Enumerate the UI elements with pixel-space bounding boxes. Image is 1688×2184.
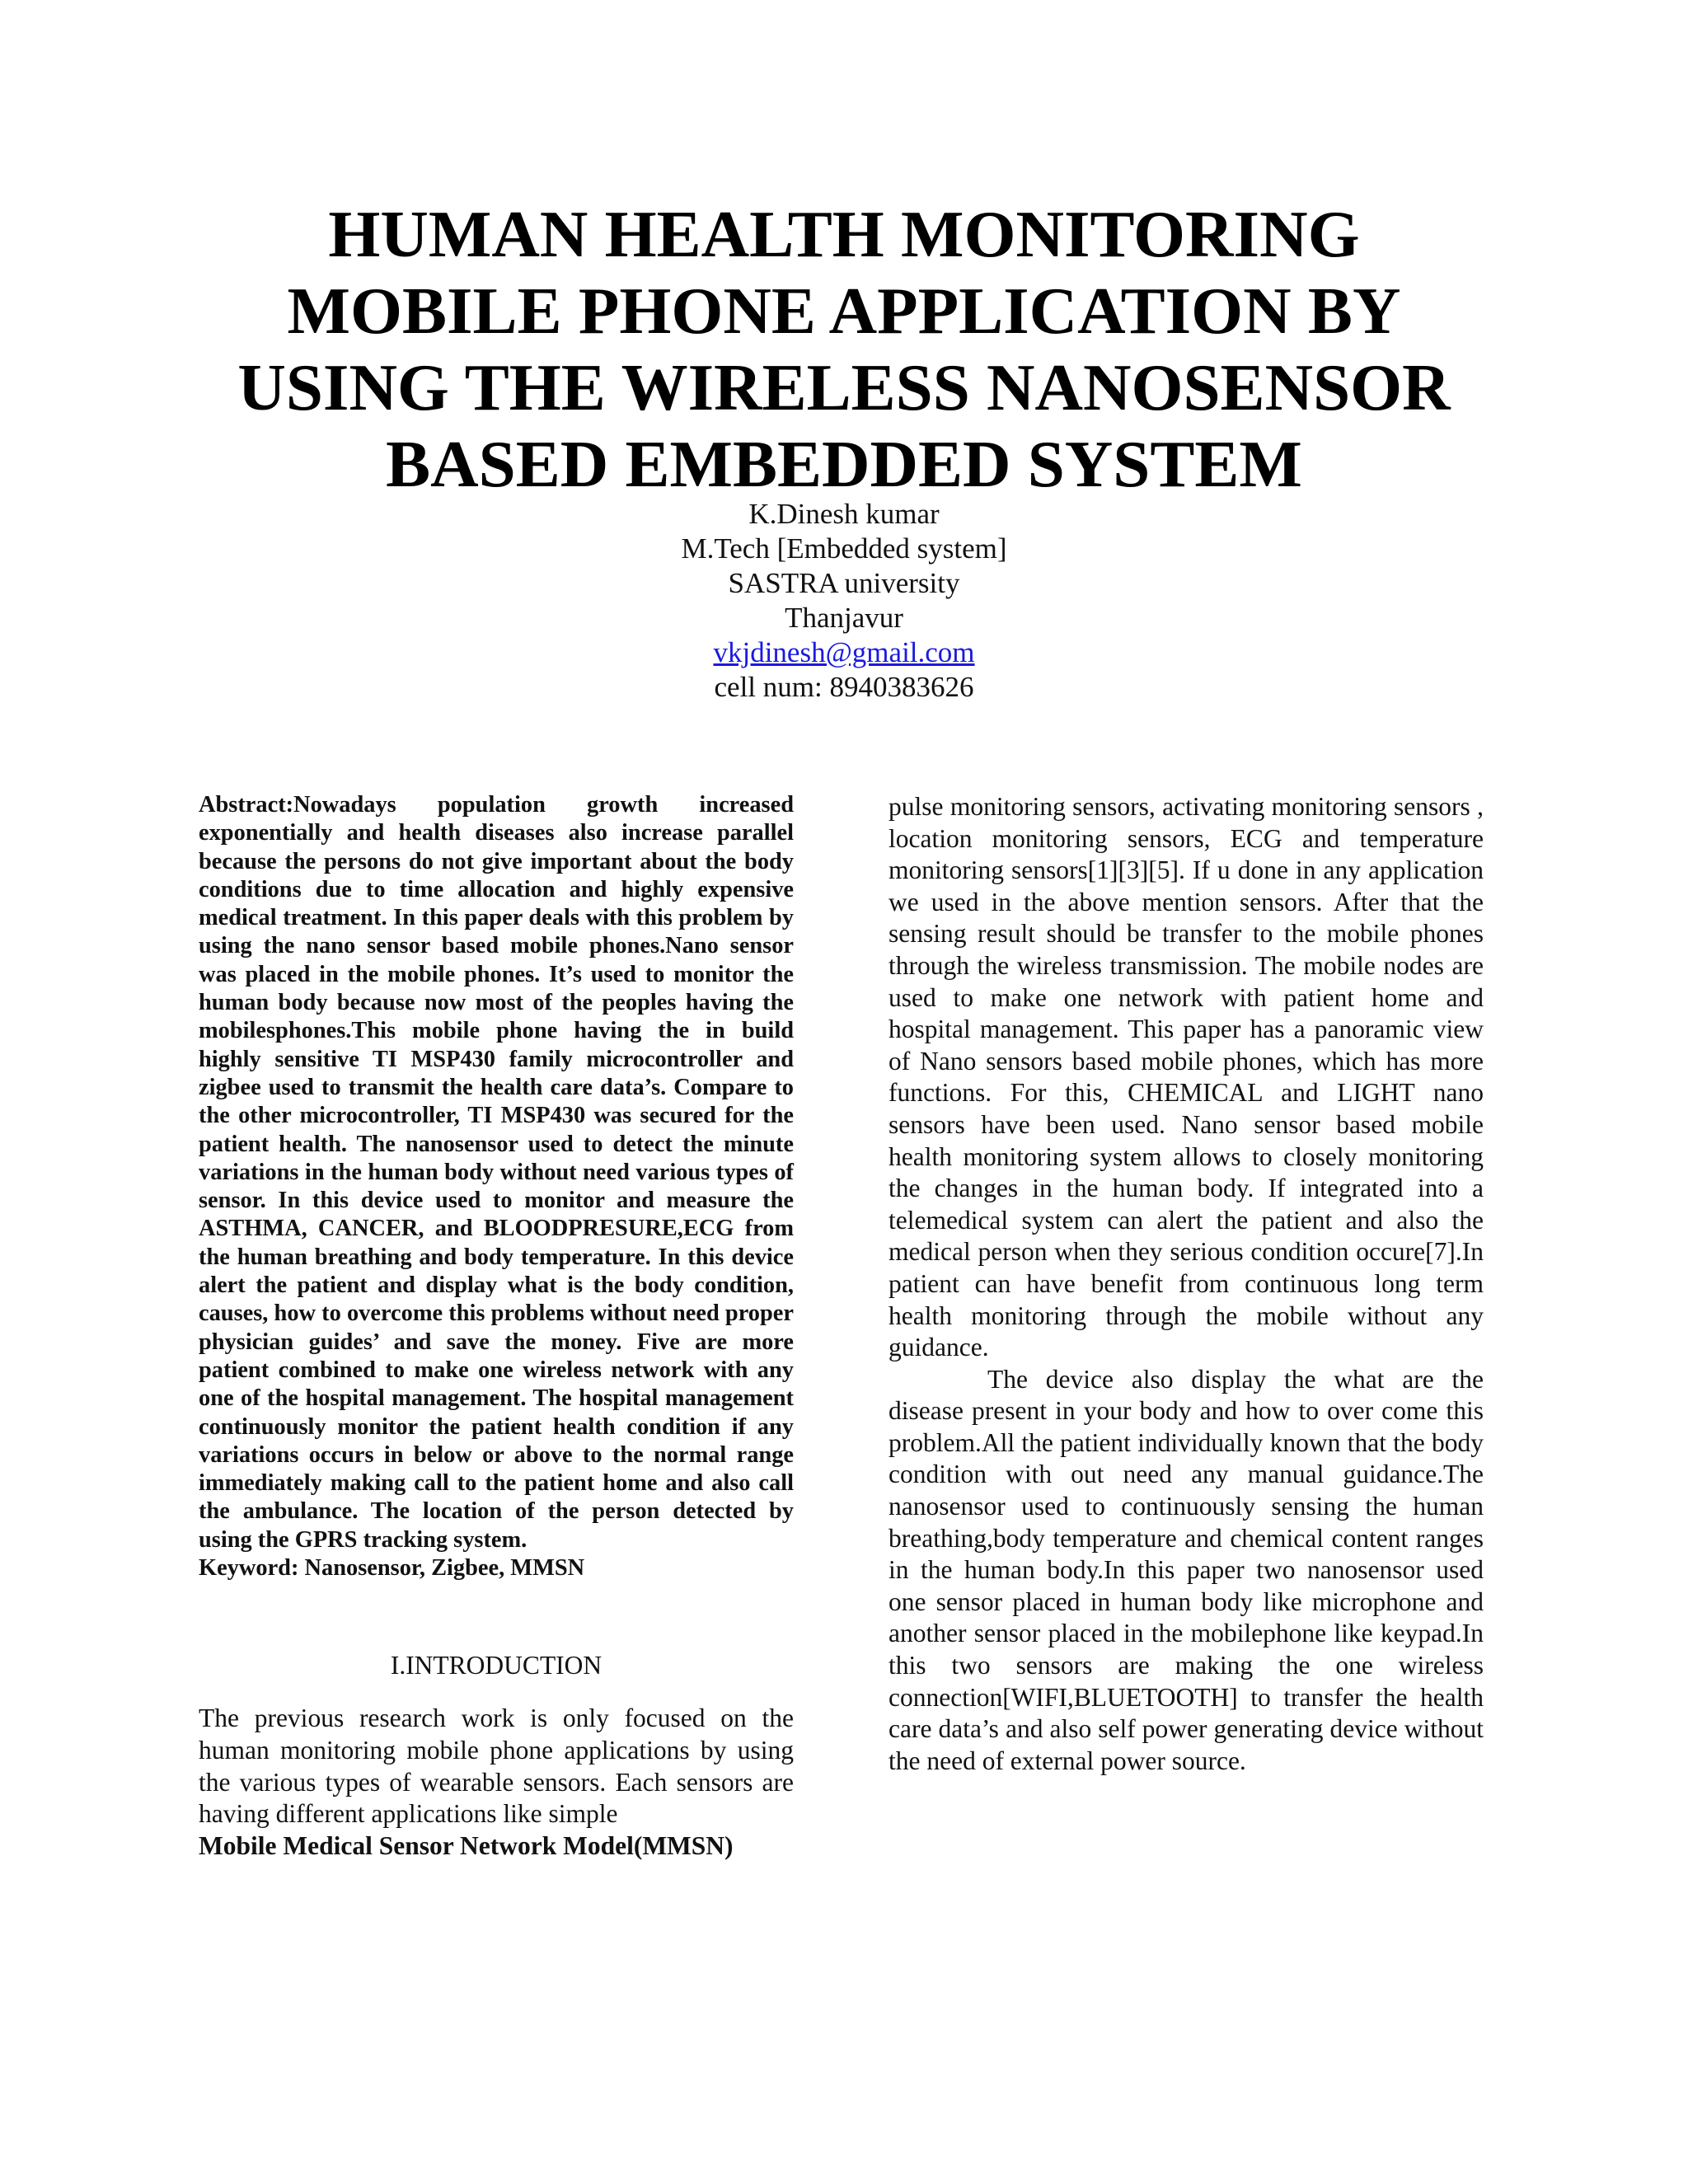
introduction-paragraph-2: pulse monitoring sensors, activating monitoring sensors , location monitoring sensors, ECG and temperature monitoring sensors[1][3][5]. If u done in any application we used in the above mention sensors. After that the sensing result should be transfer to the mobile phones through the wireless transmission. The mobile nodes are used to make one network with patient home and hospital management. This paper has a panoramic view of Nano sensors based mobile phones, which has more functions. For this, CHEMICAL and LIGHT nano sensors have been used. Nano sensor based mobile health monitoring system allows to closely monitoring the changes in the human body. If integrated into a telemedical system can alert the patient and also the medical person when they serious condition occure[7].In patient can have benefit from continuous long term health monitoring through the mobile without any guidance. <box>889 792 1484 1362</box>
author-email-link[interactable]: vkjdinesh@gmail.com <box>713 636 975 668</box>
author-phone: cell num: 8940383626 <box>714 671 974 703</box>
author-degree: M.Tech [Embedded system] <box>681 532 1007 565</box>
title-line-2: MOBILE PHONE APPLICATION BY <box>287 274 1401 348</box>
author-name: K.Dinesh kumar <box>748 498 940 530</box>
introduction-paragraph-3: The device also display the what are the disease present in your body and how to over come this problem.All the patient individually known that the body condition with out need any manual guidance.The nanosensor used to continuously sensing the human breathing,body temperature and chemical content ranges in the human body.In this paper two nanosensor used one sensor placed in human body like microphone and another sensor placed in the mobilephone like keypad.In this two sensors are making the one wireless connection[WIFI,BLUETOOTH] to transfer the health care data’s and also self power generating device without the need of external power source. <box>889 1364 1484 1775</box>
author-block <box>432 497 1256 705</box>
model-heading: Mobile Medical Sensor Network Model(MMSN) <box>199 1830 734 1860</box>
title-line-4: BASED EMBEDDED SYSTEM <box>386 427 1302 501</box>
introduction-paragraph-1: The previous research work is only focused on the human monitoring mobile phone applications by using the various types of wearable sensors. Each sensors are having different applications like simple <box>199 1704 794 1829</box>
paper-title <box>185 196 1503 503</box>
abstract: Abstract:Nowadays population growth increased exponentially and health diseases also increase parallel because the persons do not give important about the body conditions due to time allocation and highly expensive medical treatment. In this paper deals with this problem by using the nano sensor based mobile phones.Nano sensor was placed in the mobile phones. It’s used to monitor the human body because now most of the peoples having the mobilesphones.This mobile phone having the in build highly sensitive TI MSP430 family microcontroller and zigbee used to transmit the health care data’s. Compare to the other microcontroller, TI MSP430 was secured for the patient health. The nanosensor used to detect the minute variations in the human body without need various types of sensor. In this device used to monitor and measure the ASTHMA, CANCER, and BLOODPRESURE,ECG from the human breathing and body temperature. In this device alert the patient and display what is the body condition, causes, how to overcome this problems without need proper physician guides’ and save the money. Five are more patient combined to make one wireless network with any one of the hospital management. The hospital management continuously monitor the patient health condition if any variations occurs in below or above to the normal range immediately making call to the patient home and also call the ambulance. The location of the person detected by using the GPRS tracking system. <box>199 792 794 1553</box>
title-line-1: HUMAN HEALTH MONITORING <box>328 197 1360 271</box>
title-line-3: USING THE WIRELESS NANOSENSOR <box>237 350 1451 424</box>
right-column <box>889 791 1484 1777</box>
keywords: Keyword: Nanosensor, Zigbee, MMSN <box>199 1555 585 1582</box>
author-university: SASTRA university <box>728 567 960 599</box>
left-column <box>199 791 794 1862</box>
author-city: Thanjavur <box>785 602 903 634</box>
introduction-heading: I.INTRODUCTION <box>390 1651 603 1680</box>
